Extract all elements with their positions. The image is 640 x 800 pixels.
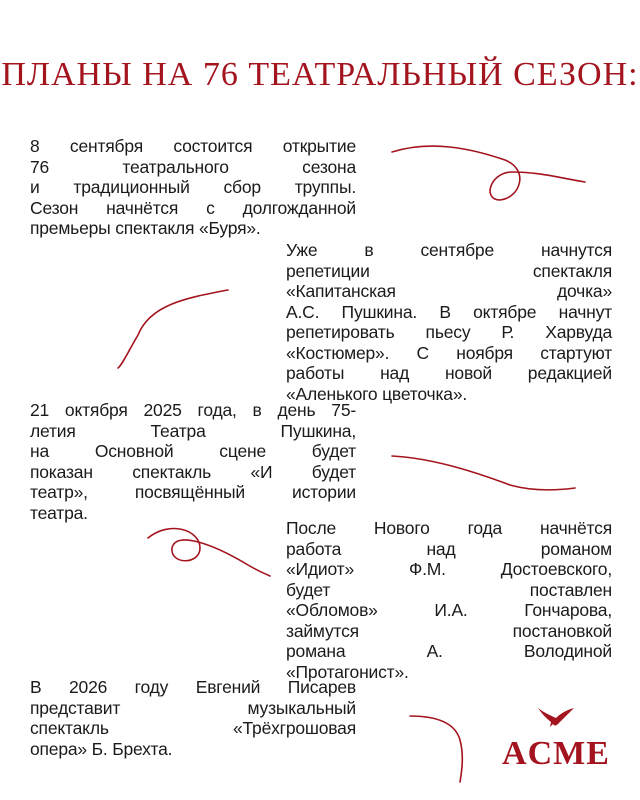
acme-logo <box>496 704 616 773</box>
text-line: После Нового года начнётся <box>286 518 612 538</box>
text-block-5 <box>30 677 356 759</box>
text-block-3 <box>30 400 356 523</box>
text-block-4 <box>286 518 612 682</box>
text-line: «Аленького цветочка». <box>286 383 468 404</box>
text-line: театр», посвящённый истории <box>30 482 356 502</box>
text-line: летия Театра Пушкина, <box>30 420 356 441</box>
text-line: «Протагонист». <box>286 661 409 682</box>
text-line: репетировать пьесу Р. Харвуда <box>286 322 612 342</box>
text-line: и традиционный сбор труппы. <box>30 177 356 197</box>
thread-5 <box>410 716 462 782</box>
text-line: Уже в сентябре начнутся <box>286 240 612 260</box>
thread-4 <box>148 529 270 576</box>
text-line: 8 сентября состоится открытие <box>30 136 356 156</box>
text-line: романа А. Володиной <box>286 641 612 661</box>
text-line: работы над новой редакцией <box>286 363 612 383</box>
thread-3 <box>392 456 575 490</box>
logo-text: ACME <box>502 735 610 772</box>
text-line: будет поставлен <box>286 579 612 600</box>
text-line: 21 октября 2025 года, в день 75- <box>30 400 356 420</box>
text-line: премьеры спектакля «Буря». <box>30 218 261 238</box>
text-block-2 <box>286 240 612 404</box>
text-line: работа над романом <box>286 538 612 559</box>
text-line: опера» Б. Брехта. <box>30 738 173 759</box>
text-line: «Обломов» И.А. Гончарова, <box>286 600 612 620</box>
text-line: займутся постановкой <box>286 620 612 641</box>
text-line: «Костюмер». С ноября стартуют <box>286 342 612 363</box>
text-line: 76 театрального сезона <box>30 156 356 177</box>
text-line: репетиции спектакля <box>286 260 612 281</box>
text-line: Сезон начнётся с долгожданной <box>30 197 356 218</box>
swallow-icon <box>536 704 576 728</box>
text-line: театра. <box>30 502 88 523</box>
text-line: «Капитанская дочка» <box>286 281 612 301</box>
text-line: В 2026 году Евгений Писарев <box>30 677 356 697</box>
text-block-1 <box>30 136 356 239</box>
text-line: спектакль «Трёхгрошовая <box>30 718 356 738</box>
text-line: показан спектакль «И будет <box>30 461 356 482</box>
page-title: ПЛАНЫ НА 76 ТЕАТРАЛЬНЫЙ СЕЗОН: <box>1 56 639 93</box>
text-line: «Идиот» Ф.М. Достоевского, <box>286 559 612 579</box>
text-line: на Основной сцене будет <box>30 441 356 461</box>
text-line: А.С. Пушкина. В октябре начнут <box>286 301 612 322</box>
thread-2 <box>118 290 228 368</box>
text-line: представит музыкальный <box>30 697 356 718</box>
thread-1 <box>392 146 585 200</box>
